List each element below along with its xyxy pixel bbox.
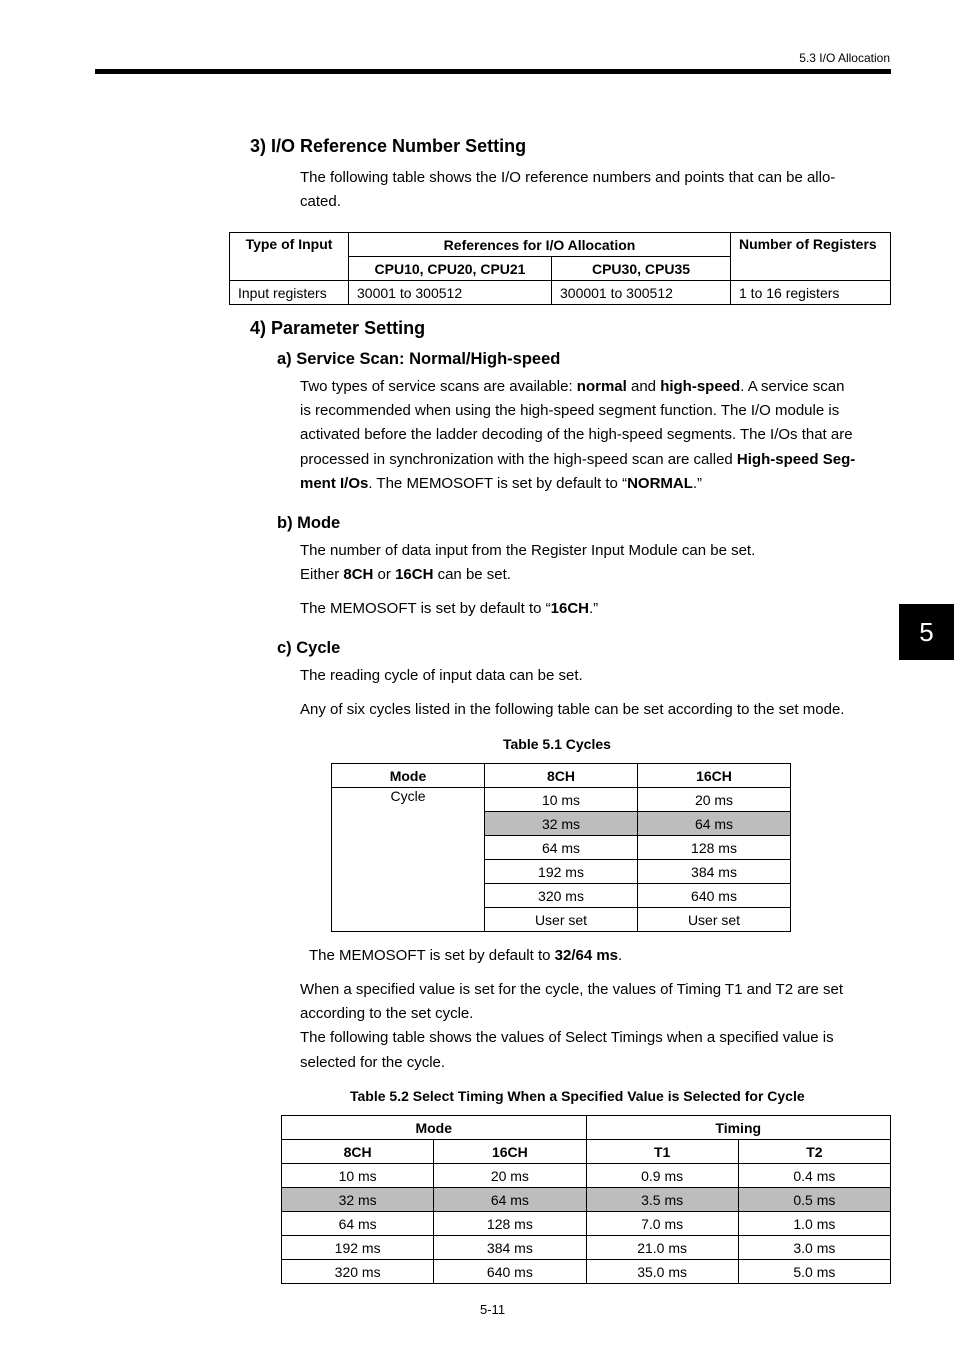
b-line-2: Either 8CH or 16CH can be set.	[300, 566, 511, 584]
c-line-2: Any of six cycles listed in the following table can be set according to the set mode.	[300, 701, 845, 718]
table-row	[230, 281, 891, 305]
cell-16ch: 20 ms	[434, 1164, 586, 1188]
col-16ch: 16CH	[638, 764, 791, 788]
subsection-c-title: c) Cycle	[277, 639, 341, 657]
c-line-1: The reading cycle of input data can be set.	[300, 667, 583, 684]
cell-16ch: 20 ms	[638, 788, 791, 812]
cell-8ch: 320 ms	[282, 1260, 434, 1284]
cell-8ch: 10 ms	[485, 788, 638, 812]
table-5-2-caption: Table 5.2 Select Timing When a Specified Value is Selected for Cycle	[350, 1088, 805, 1104]
subsection-a-paragraph	[300, 375, 892, 496]
cell-t1: 35.0 ms	[586, 1260, 738, 1284]
a-line-1: Two types of service scans are available: normal and high-speed. A service scan	[300, 378, 845, 395]
col-references: References for I/O Allocation	[349, 233, 731, 257]
col-mode: Mode	[332, 764, 485, 788]
cell-t2: 3.0 ms	[738, 1236, 890, 1260]
cell-cpu-b: 300001 to 300512	[552, 281, 731, 305]
io-reference-table	[229, 232, 891, 305]
cell-16ch: 128 ms	[638, 836, 791, 860]
cell-mode-cycle: Cycle	[332, 788, 485, 932]
cell-8ch: 64 ms	[282, 1212, 434, 1236]
cell-16ch: 640 ms	[638, 884, 791, 908]
section-3-paragraph	[300, 166, 835, 214]
cell-t1: 3.5 ms	[586, 1188, 738, 1212]
page-number: 5-11	[480, 1302, 506, 1317]
col-t2: T2	[738, 1140, 890, 1164]
col-16ch: 16CH	[434, 1140, 586, 1164]
cell-8ch: 32 ms	[485, 812, 638, 836]
a-line-4: processed in synchronization with the high-speed scan are called High-speed Seg-	[300, 450, 856, 468]
section-3-title: 3) I/O Reference Number Setting	[250, 136, 527, 156]
col-number-of-registers: Number of Registers	[731, 233, 891, 281]
table-row	[282, 1236, 891, 1260]
cell-16ch: 384 ms	[434, 1236, 586, 1260]
section-3-line-1: The following table shows the I/O reference numbers and points that can be allo-	[300, 169, 836, 186]
table-row	[332, 788, 791, 812]
cell-8ch: User set	[485, 908, 638, 932]
c-p2-line-4: selected for the cycle.	[300, 1053, 446, 1071]
b-line-1: The number of data input from the Register Input Module can be set.	[300, 542, 756, 559]
cell-t1: 7.0 ms	[586, 1212, 738, 1236]
table-row	[282, 1188, 891, 1212]
col-cpu-group-a: CPU10, CPU20, CPU21	[349, 257, 552, 281]
cell-t2: 5.0 ms	[738, 1260, 890, 1284]
cell-t1: 0.9 ms	[586, 1164, 738, 1188]
col-timing: Timing	[586, 1116, 891, 1140]
cell-8ch: 32 ms	[282, 1188, 434, 1212]
cell-num: 1 to 16 registers	[731, 281, 891, 305]
a-line-2: is recommended when using the high-speed segment function. The I/O module is	[300, 402, 840, 420]
col-type-of-input: Type of Input	[230, 233, 349, 281]
cycles-table	[331, 763, 791, 932]
cell-8ch: 192 ms	[485, 860, 638, 884]
col-cpu-group-b: CPU30, CPU35	[552, 257, 731, 281]
c-paragraph-2	[300, 978, 843, 1075]
cell-8ch: 192 ms	[282, 1236, 434, 1260]
cell-type: Input registers	[230, 281, 349, 305]
col-t1: T1	[586, 1140, 738, 1164]
cell-16ch: 640 ms	[434, 1260, 586, 1284]
c-default-line: The MEMOSOFT is set by default to 32/64 ms.	[309, 947, 623, 964]
c-p2-line-1: When a specified value is set for the cycle, the values of Timing T1 and T2 are set	[300, 981, 844, 998]
cell-16ch: 64 ms	[434, 1188, 586, 1212]
a-line-5: ment I/Os. The MEMOSOFT is set by default to “NORMAL.”	[300, 474, 703, 492]
header-rule	[95, 69, 891, 74]
cell-8ch: 64 ms	[485, 836, 638, 860]
running-header: 5.3 I/O Allocation	[799, 51, 890, 65]
table-row	[282, 1164, 891, 1188]
cell-16ch: 384 ms	[638, 860, 791, 884]
cell-16ch: 64 ms	[638, 812, 791, 836]
section-4-title: 4) Parameter Setting	[250, 318, 426, 338]
subsection-b-title: b) Mode	[277, 514, 341, 532]
cell-16ch: User set	[638, 908, 791, 932]
table-row	[282, 1260, 891, 1284]
subsection-a-title: a) Service Scan: Normal/High-speed	[277, 350, 561, 368]
col-8ch: 8CH	[485, 764, 638, 788]
c-p2-line-3: The following table shows the values of Select Timings when a specified value is	[300, 1029, 834, 1047]
cell-t2: 1.0 ms	[738, 1212, 890, 1236]
b-default-line: The MEMOSOFT is set by default to “16CH.”	[300, 600, 599, 617]
subsection-b-paragraph	[300, 539, 755, 587]
table-row	[282, 1212, 891, 1236]
a-line-3: activated before the ladder decoding of the high-speed segments. The I/Os that are	[300, 426, 853, 444]
c-p2-line-2: according to the set cycle.	[300, 1005, 474, 1023]
cell-16ch: 128 ms	[434, 1212, 586, 1236]
cell-8ch: 320 ms	[485, 884, 638, 908]
col-8ch: 8CH	[282, 1140, 434, 1164]
cell-t2: 0.4 ms	[738, 1164, 890, 1188]
col-mode: Mode	[282, 1116, 587, 1140]
table-5-1-caption: Table 5.1 Cycles	[503, 736, 611, 752]
section-3-line-2: cated.	[300, 193, 341, 211]
cell-t1: 21.0 ms	[586, 1236, 738, 1260]
cell-t2: 0.5 ms	[738, 1188, 890, 1212]
cell-8ch: 10 ms	[282, 1164, 434, 1188]
select-timing-table	[281, 1115, 891, 1284]
cell-cpu-a: 30001 to 300512	[349, 281, 552, 305]
chapter-tab: 5	[899, 604, 954, 660]
